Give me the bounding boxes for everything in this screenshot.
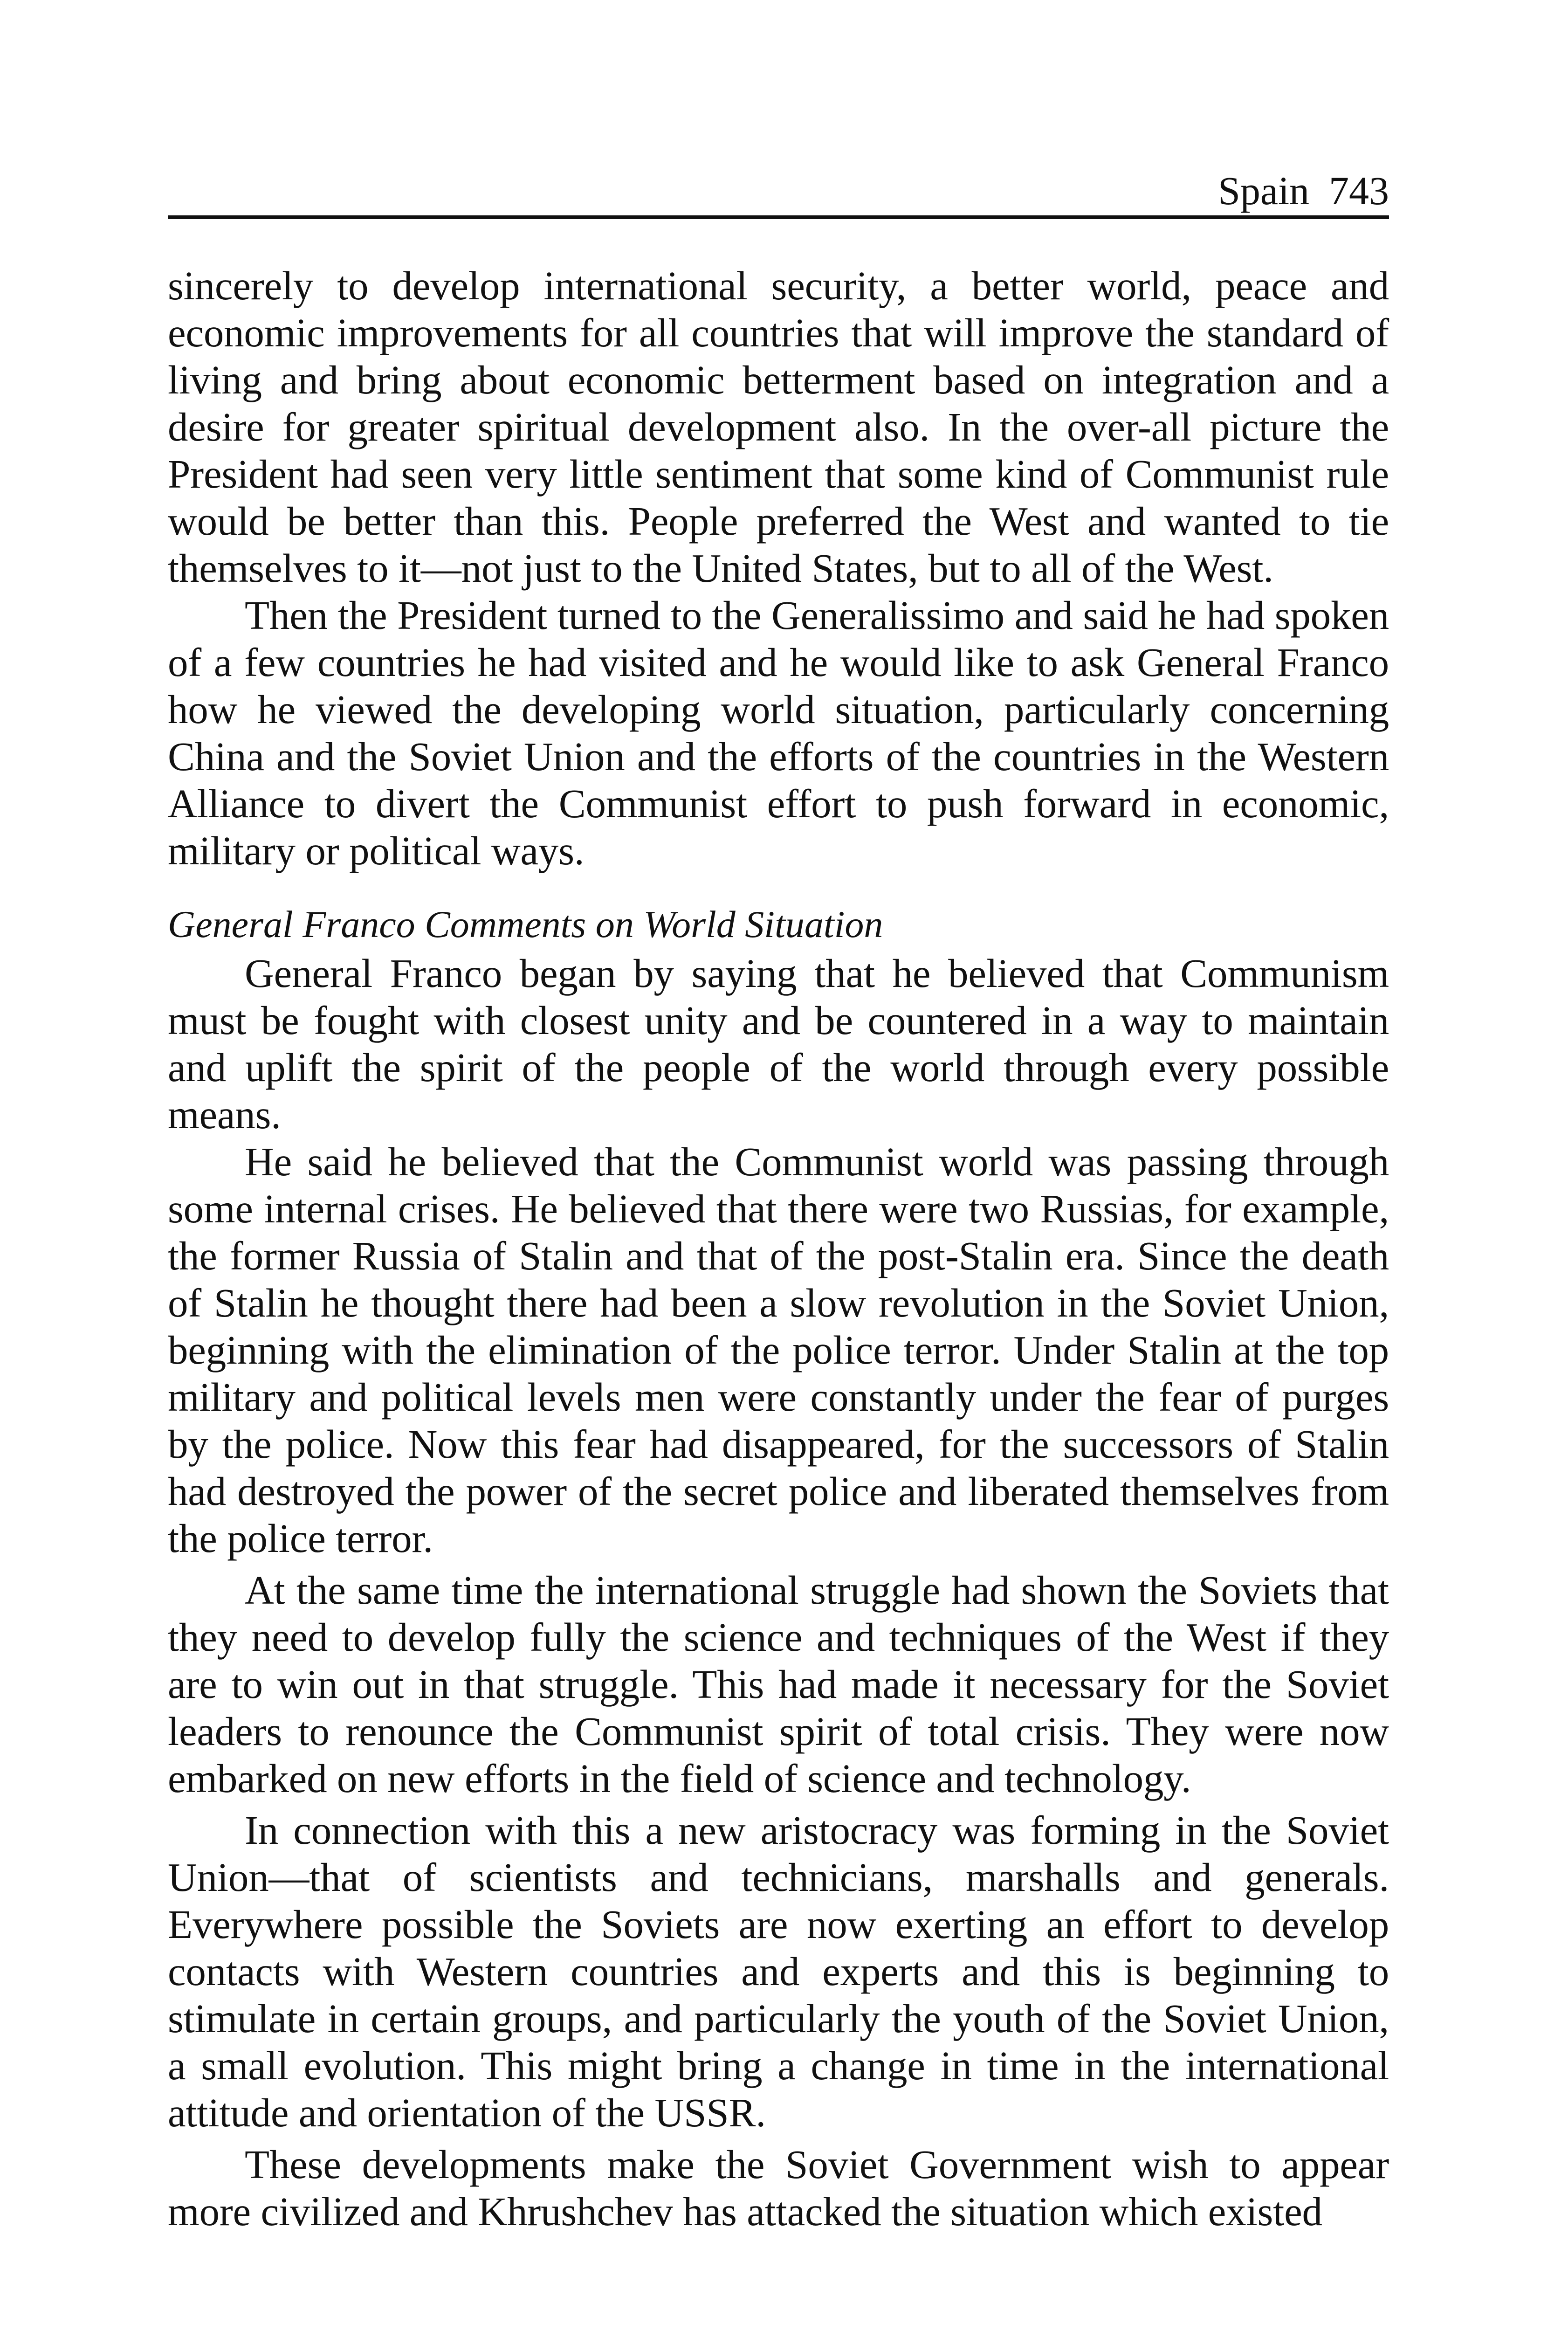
paragraph-two-russias: He said he believed that the Communist world was passing through some internal crises. He believed that there were two Russias, for example, the former Russia of Stalin and that of the post-Stalin era. Since the death of Stalin he thought there had been a slow revolution in the Soviet Union, beginning with the elimination of the police terror. Under Stalin at the top military and political levels men were constantly under the fear of purges by the police. Now this fear had disappeared, for the successors of Stalin had destroyed the power of the secret police and liberated themselves from the police terror. <box>168 1139 1389 1561</box>
paragraph-new-aristocracy: In connection with this a new aristocracy was forming in the Soviet Union—that of scientists and technicians, marshalls and generals. Everywhere possible the Soviets are now exerting an effort to develop contacts with Western countries and experts and this is beginning to stimulate in certain groups, and particularly the youth of the Soviet Union, a small evolution. This might bring a change in time in the international attitude and orientation of the USSR. <box>168 1807 1389 2135</box>
paragraph-continuation: sincerely to develop international security, a better world, peace and economic improvements for all countries that will improve the standard of living and bring about economic betterment based on integration and a desire for greater spiritual development also. In the over-all picture the President had seen very little sentiment that some kind of Communist rule would be better than this. People preferred the West and wanted to tie themselves to it—not just to the United States, but to all of the West. <box>168 263 1389 591</box>
paragraph-science-techniques: At the same time the international struggle had shown the Soviets that they need to develop fully the science and techniques of the West if they are to win out in that struggle. This had made it necessary for the Soviet leaders to renounce the Communist spirit of total crisis. They were now embarked on new efforts in the field of science and technology. <box>168 1567 1389 1801</box>
running-title: Spain <box>1218 168 1309 213</box>
running-head <box>1218 166 1389 216</box>
page-header <box>168 166 1389 219</box>
paragraph-soviet-government: These developments make the Soviet Government wish to appear more civilized and Khrushchev has attacked the situation which existed <box>168 2142 1389 2234</box>
section-heading: General Franco Comments on World Situation <box>168 903 883 945</box>
paragraph-president-question: Then the President turned to the Generalissimo and said he had spoken of a few countries he had visited and he would like to ask General Franco how he viewed the developing world situation, particularly concerning China and the Soviet Union and the efforts of the countries in the Western Alliance to divert the Communist effort to push forward in economic, military or political ways. <box>168 593 1389 873</box>
page-number: 743 <box>1329 168 1389 213</box>
paragraph-franco-communism: General Franco began by saying that he believed that Communism must be fought with closest unity and be countered in a way to maintain and uplift the spirit of the people of the world through every possible means. <box>168 951 1389 1137</box>
body-text <box>168 262 1389 2235</box>
